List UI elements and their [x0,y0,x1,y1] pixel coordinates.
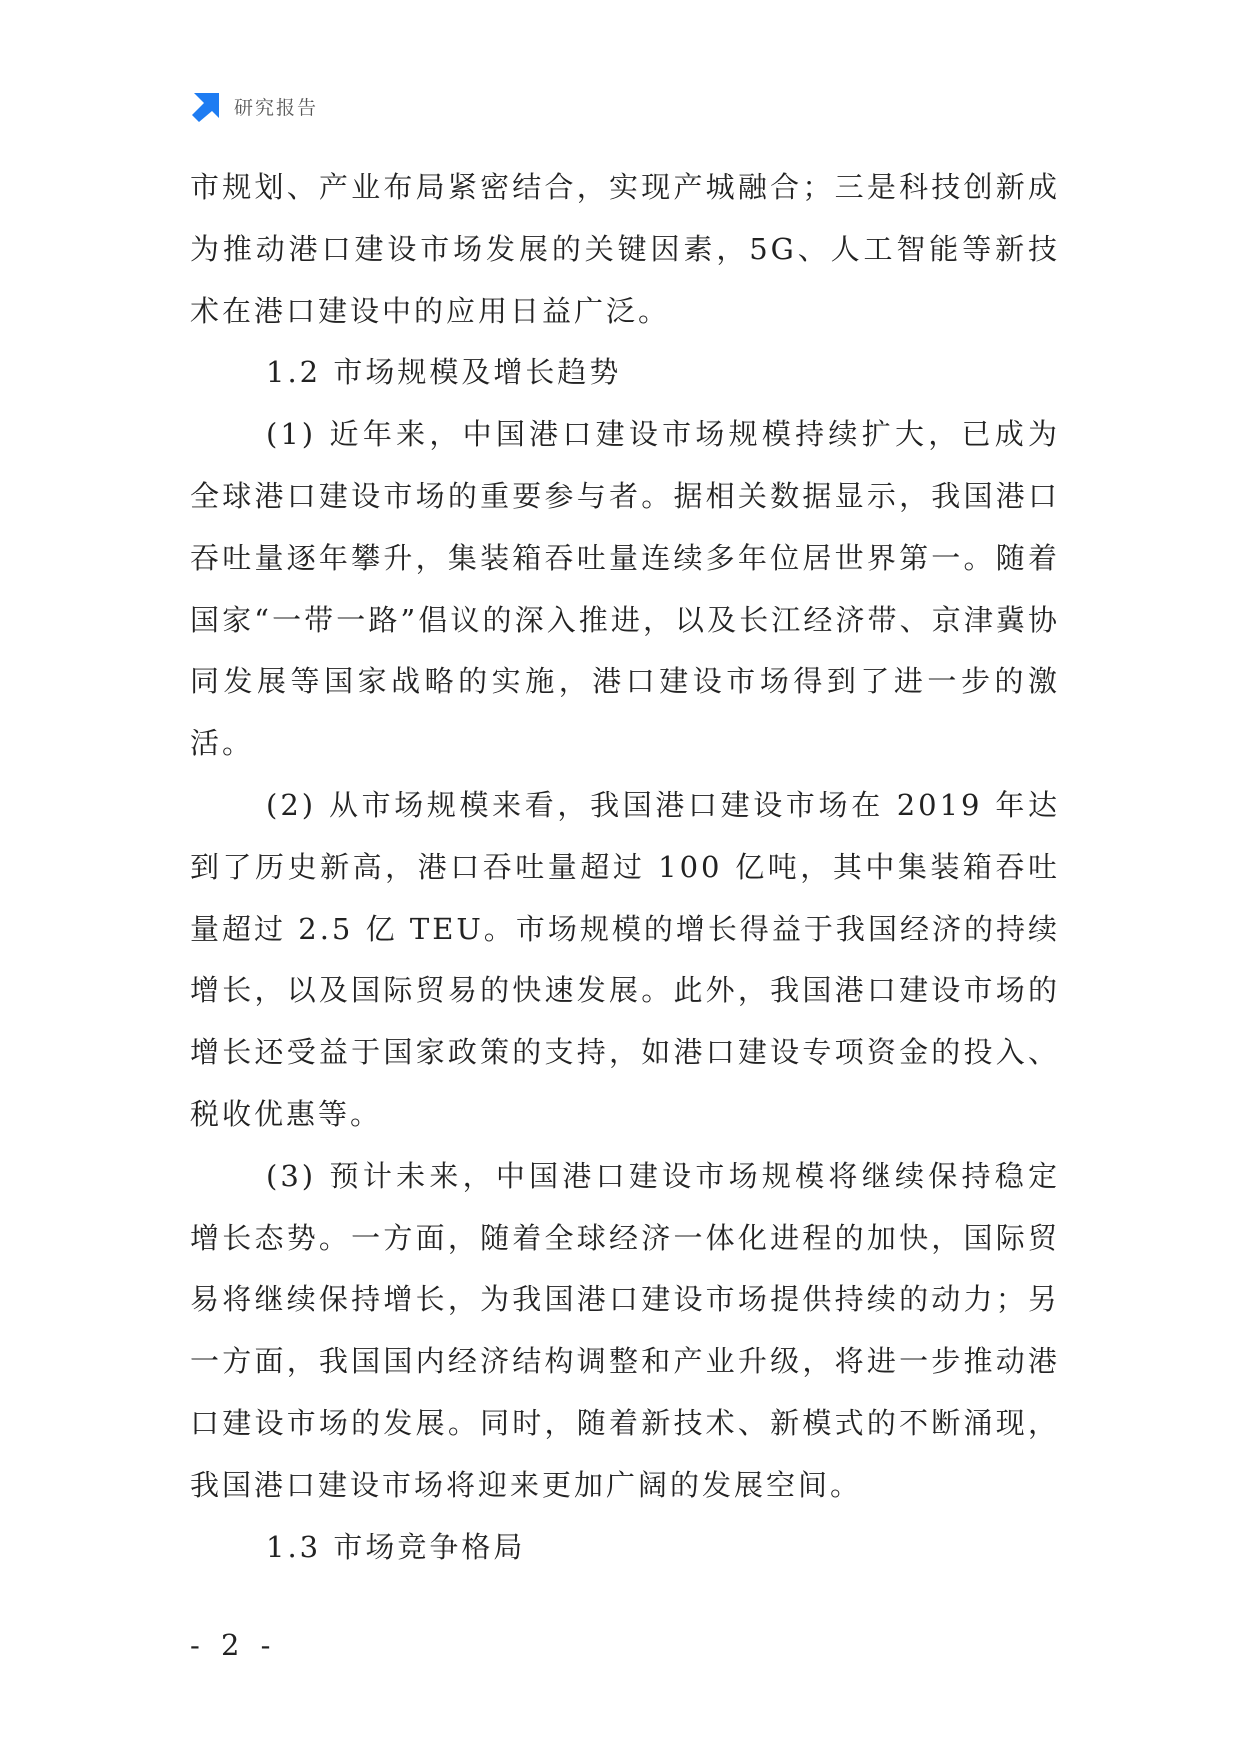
section-heading-1-2: 1.2 市场规模及增长趋势 [266,355,622,390]
arrow-up-right-icon [190,90,222,122]
section-heading-1-3: 1.3 市场竞争格局 [266,1529,526,1564]
paragraph-continuation: 市规划、产业布局紧密结合，实现产城融合；三是科技创新成为推动港口建设市场发展的关键因素，5G、人工智能等新技术在港口建设中的应用日益广泛。 [190,170,1060,328]
page-number: - 2 - [190,1628,277,1662]
paragraph-1: (1) 近年来，中国港口建设市场规模持续扩大，已成为全球港口建设市场的重要参与者。据相关数据显示，我国港口吞吐量逐年攀升，集装箱吞吐量连续多年位居世界第一。随着国家“一带一路”倡议的深入推进，以及长江经济带、京津冀协同发展等国家战略的实施，港口建设市场得到了进一步的激活。 [190,417,1060,761]
page-header [190,88,318,124]
paragraph-3: (3) 预计未来，中国港口建设市场规模将继续保持稳定增长态势。一方面，随着全球经济一体化进程的加快，国际贸易将继续保持增长，为我国港口建设市场提供持续的动力；另一方面，我国国内经济结构调整和产业升级，将进一步推动港口建设市场的发展。同时，随着新技术、新模式的不断涌现，我国港口建设市场将迎来更加广阔的发展空间。 [190,1158,1060,1502]
paragraph-2: (2) 从市场规模来看，我国港口建设市场在 2019 年达到了历史新高，港口吞吐量超过 100 亿吨，其中集装箱吞吐量超过 2.5 亿 TEU。市场规模的增长得益于我国经济的持续增长，以及国际贸易的快速发展。此外，我国港口建设市场的增长还受益于国家政策的支持，如港口建设专项资金的投入、税收优惠等。 [190,787,1060,1131]
document-body [190,157,1060,1578]
header-title: 研究报告 [234,96,319,119]
